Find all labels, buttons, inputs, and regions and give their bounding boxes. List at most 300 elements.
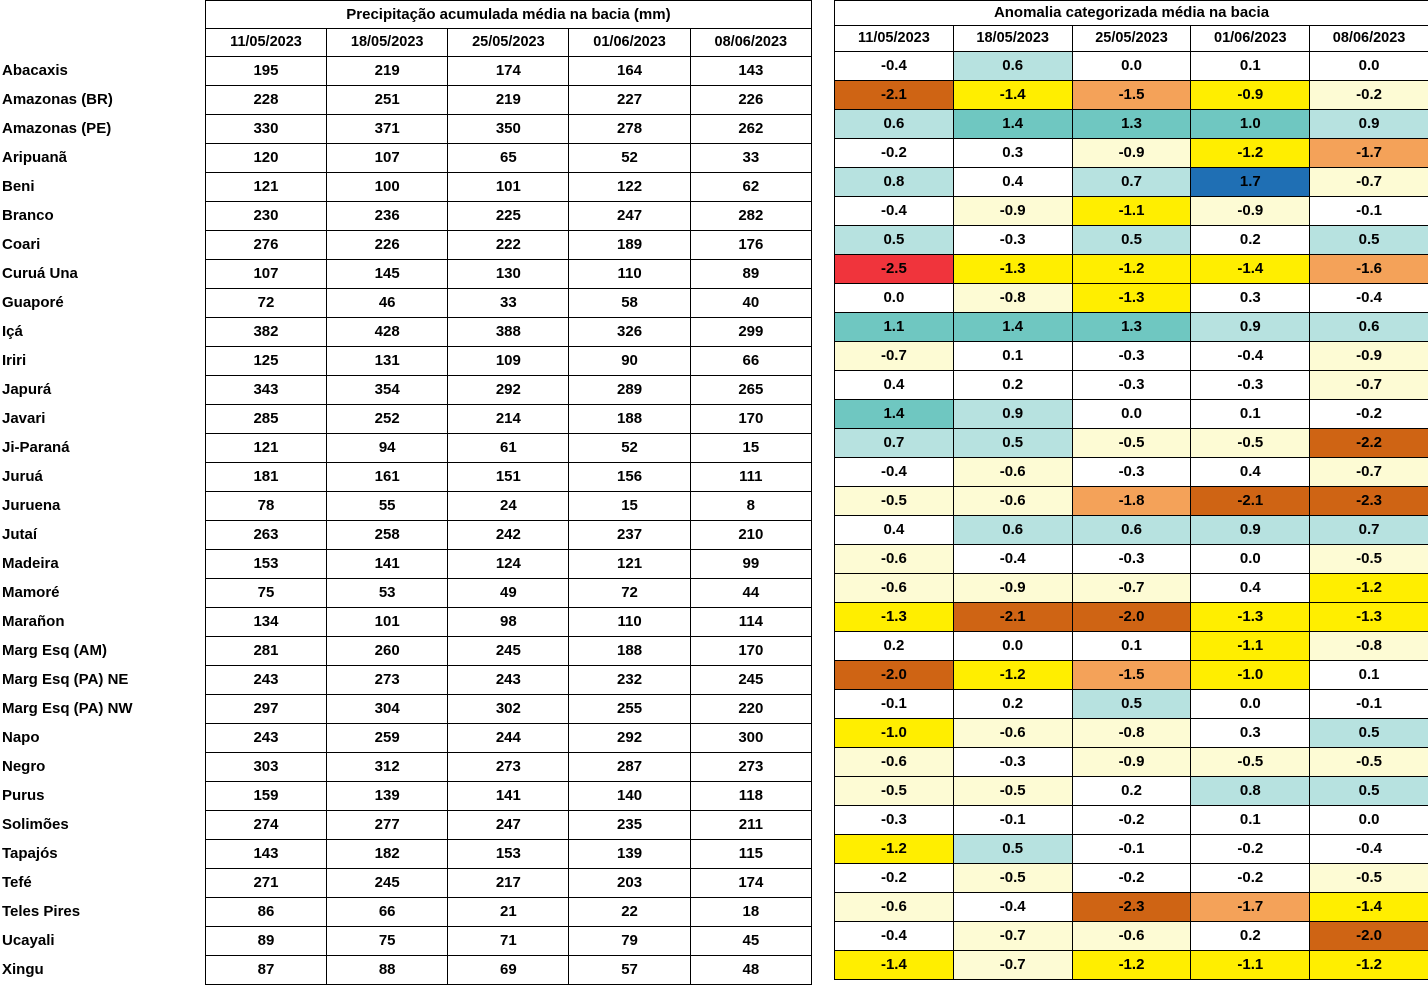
anomaly-value: -0.7: [1310, 168, 1428, 197]
basin-name: Purus: [0, 782, 205, 811]
precipitation-value: 210: [690, 521, 811, 550]
table-row: [0, 898, 812, 927]
table-row: [835, 864, 1428, 893]
anomaly-table-body: [835, 52, 1428, 980]
precipitation-value: 226: [327, 231, 448, 260]
precipitation-value: 18: [690, 898, 811, 927]
precipitation-value: 251: [327, 86, 448, 115]
table-row: [835, 574, 1428, 603]
table-row: [0, 637, 812, 666]
anomaly-value: -0.6: [835, 893, 954, 922]
anomaly-value: -0.9: [953, 574, 1072, 603]
precipitation-value: 122: [569, 173, 690, 202]
anomaly-value: -0.3: [835, 806, 954, 835]
precipitation-table-head: [0, 1, 812, 57]
basin-name: Amazonas (BR): [0, 86, 205, 115]
anomaly-value: -0.2: [1310, 400, 1428, 429]
table-row: [835, 52, 1428, 81]
anomaly-value: -0.6: [953, 458, 1072, 487]
anomaly-value: -1.5: [1072, 81, 1191, 110]
basin-name: Abacaxis: [0, 57, 205, 86]
anomaly-value: -0.4: [1191, 342, 1310, 371]
table-row: [835, 110, 1428, 139]
precipitation-value: 371: [327, 115, 448, 144]
precipitation-value: 15: [569, 492, 690, 521]
precipitation-value: 252: [327, 405, 448, 434]
basin-name: Tapajós: [0, 840, 205, 869]
precipitation-value: 289: [569, 376, 690, 405]
table-row: [835, 806, 1428, 835]
table-row: [0, 347, 812, 376]
anomaly-value: -0.7: [953, 922, 1072, 951]
precipitation-value: 181: [205, 463, 326, 492]
precipitation-value: 101: [448, 173, 569, 202]
precipitation-value: 22: [569, 898, 690, 927]
basin-name: Branco: [0, 202, 205, 231]
precipitation-value: 225: [448, 202, 569, 231]
precipitation-value: 40: [690, 289, 811, 318]
precipitation-value: 52: [569, 144, 690, 173]
precipitation-value: 139: [327, 782, 448, 811]
basin-name: Iriri: [0, 347, 205, 376]
precipitation-value: 188: [569, 637, 690, 666]
precipitation-col-header: 25/05/2023: [448, 29, 569, 57]
anomaly-value: -0.2: [1191, 864, 1310, 893]
anomaly-value: -2.0: [835, 661, 954, 690]
precipitation-value: 89: [690, 260, 811, 289]
anomaly-value: 0.2: [1072, 777, 1191, 806]
anomaly-value: -0.2: [1310, 81, 1428, 110]
precipitation-value: 292: [448, 376, 569, 405]
anomaly-value: -0.4: [835, 197, 954, 226]
precipitation-value: 214: [448, 405, 569, 434]
anomaly-value: -0.6: [953, 487, 1072, 516]
anomaly-value: -0.9: [1310, 342, 1428, 371]
anomaly-value: -0.5: [1191, 748, 1310, 777]
anomaly-value: 0.6: [1310, 313, 1428, 342]
anomaly-value: 0.9: [1191, 313, 1310, 342]
anomaly-value: -0.5: [1072, 429, 1191, 458]
precipitation-value: 151: [448, 463, 569, 492]
anomaly-value: 0.0: [1191, 545, 1310, 574]
precipitation-value: 258: [327, 521, 448, 550]
anomaly-value: -0.3: [1191, 371, 1310, 400]
anomaly-value: 0.6: [953, 516, 1072, 545]
precipitation-value: 58: [569, 289, 690, 318]
table-row: [835, 81, 1428, 110]
anomaly-value: -1.2: [1072, 255, 1191, 284]
precipitation-value: 330: [205, 115, 326, 144]
basin-name: Ucayali: [0, 927, 205, 956]
basin-name: Napo: [0, 724, 205, 753]
anomaly-value: -2.1: [1191, 487, 1310, 516]
precipitation-value: 227: [569, 86, 690, 115]
precipitation-value: 174: [448, 57, 569, 86]
anomaly-value: 0.9: [1191, 516, 1310, 545]
precipitation-value: 247: [448, 811, 569, 840]
precipitation-value: 242: [448, 521, 569, 550]
precipitation-value: 297: [205, 695, 326, 724]
anomaly-value: 0.0: [1072, 400, 1191, 429]
precipitation-value: 75: [205, 579, 326, 608]
precipitation-value: 312: [327, 753, 448, 782]
precipitation-value: 101: [327, 608, 448, 637]
anomaly-value: -1.2: [1072, 951, 1191, 980]
precipitation-value: 244: [448, 724, 569, 753]
anomaly-value: -0.3: [953, 226, 1072, 255]
precipitation-value: 111: [690, 463, 811, 492]
anomaly-title-row: [835, 1, 1428, 26]
anomaly-col-header: 18/05/2023: [953, 26, 1072, 52]
anomaly-value: -1.6: [1310, 255, 1428, 284]
precipitation-value: 281: [205, 637, 326, 666]
anomaly-value: -0.6: [1072, 922, 1191, 951]
basin-name: Marg Esq (PA) NE: [0, 666, 205, 695]
precipitation-value: 145: [327, 260, 448, 289]
anomaly-title: Anomalia categorizada média na bacia: [835, 1, 1428, 26]
table-row: [0, 956, 812, 985]
basin-name: Teles Pires: [0, 898, 205, 927]
anomaly-value: -1.3: [1191, 603, 1310, 632]
anomaly-value: 0.1: [1191, 806, 1310, 835]
anomaly-value: -0.9: [1191, 197, 1310, 226]
table-row: [835, 719, 1428, 748]
precipitation-value: 232: [569, 666, 690, 695]
anomaly-value: 0.6: [1072, 516, 1191, 545]
anomaly-value: -0.4: [953, 893, 1072, 922]
precipitation-value: 156: [569, 463, 690, 492]
anomaly-value: -1.1: [1191, 632, 1310, 661]
anomaly-value: -1.3: [1310, 603, 1428, 632]
precipitation-value: 245: [448, 637, 569, 666]
precipitation-value: 222: [448, 231, 569, 260]
anomaly-value: -0.1: [835, 690, 954, 719]
anomaly-value: -0.3: [1072, 458, 1191, 487]
precipitation-value: 350: [448, 115, 569, 144]
anomaly-value: 0.0: [1310, 806, 1428, 835]
table-row: [0, 550, 812, 579]
precipitation-value: 134: [205, 608, 326, 637]
anomaly-value: 0.3: [1191, 719, 1310, 748]
anomaly-value: -1.1: [1072, 197, 1191, 226]
table-row: [835, 284, 1428, 313]
precipitation-value: 57: [569, 956, 690, 985]
anomaly-value: -0.9: [953, 197, 1072, 226]
anomaly-value: -0.5: [835, 777, 954, 806]
anomaly-value: -0.6: [835, 574, 954, 603]
anomaly-header-row: [835, 26, 1428, 52]
basin-name: Negro: [0, 753, 205, 782]
table-row: [835, 748, 1428, 777]
anomaly-value: -0.2: [1072, 806, 1191, 835]
precipitation-value: 78: [205, 492, 326, 521]
precipitation-value: 161: [327, 463, 448, 492]
table-row: [0, 289, 812, 318]
table-row: [0, 86, 812, 115]
anomaly-value: 1.4: [835, 400, 954, 429]
precipitation-col-header: 08/06/2023: [690, 29, 811, 57]
anomaly-value: -1.5: [1072, 661, 1191, 690]
basin-name: Ji-Paraná: [0, 434, 205, 463]
precipitation-col-header: 01/06/2023: [569, 29, 690, 57]
precipitation-value: 110: [569, 260, 690, 289]
table-row: [835, 458, 1428, 487]
anomaly-value: 0.0: [953, 632, 1072, 661]
table-row: [0, 753, 812, 782]
table-row: [0, 144, 812, 173]
table-row: [835, 429, 1428, 458]
anomaly-value: 1.4: [953, 313, 1072, 342]
anomaly-value: -1.2: [1310, 951, 1428, 980]
precipitation-value: 237: [569, 521, 690, 550]
precipitation-corner-cell: [0, 1, 205, 29]
table-row: [0, 782, 812, 811]
table-row: [835, 342, 1428, 371]
precipitation-value: 55: [327, 492, 448, 521]
anomaly-value: -0.7: [835, 342, 954, 371]
precipitation-value: 33: [690, 144, 811, 173]
precipitation-value: 48: [690, 956, 811, 985]
anomaly-value: -0.3: [953, 748, 1072, 777]
anomaly-value: -1.2: [1310, 574, 1428, 603]
anomaly-value: 0.7: [1072, 168, 1191, 197]
anomaly-value: 0.5: [1072, 226, 1191, 255]
anomaly-col-header: 11/05/2023: [835, 26, 954, 52]
anomaly-value: -0.5: [1310, 864, 1428, 893]
precipitation-value: 292: [569, 724, 690, 753]
anomaly-value: 1.7: [1191, 168, 1310, 197]
precipitation-value: 66: [690, 347, 811, 376]
anomaly-value: -1.4: [1310, 893, 1428, 922]
basin-name: Tefé: [0, 869, 205, 898]
precipitation-value: 24: [448, 492, 569, 521]
anomaly-value: 0.1: [1191, 52, 1310, 81]
precipitation-value: 139: [569, 840, 690, 869]
basin-name: Marañon: [0, 608, 205, 637]
precipitation-value: 75: [327, 927, 448, 956]
precipitation-header-row: [0, 29, 812, 57]
anomaly-value: -1.2: [835, 835, 954, 864]
precipitation-value: 388: [448, 318, 569, 347]
anomaly-value: -1.7: [1191, 893, 1310, 922]
precipitation-value: 141: [448, 782, 569, 811]
table-row: [835, 197, 1428, 226]
precipitation-value: 89: [205, 927, 326, 956]
precipitation-value: 66: [327, 898, 448, 927]
precipitation-value: 79: [569, 927, 690, 956]
basin-name: Coari: [0, 231, 205, 260]
anomaly-value: 0.1: [1072, 632, 1191, 661]
table-row: [835, 255, 1428, 284]
precipitation-value: 49: [448, 579, 569, 608]
precipitation-value: 220: [690, 695, 811, 724]
anomaly-value: 0.5: [1310, 719, 1428, 748]
precipitation-value: 260: [327, 637, 448, 666]
table-row: [0, 463, 812, 492]
precipitation-value: 44: [690, 579, 811, 608]
precipitation-value: 188: [569, 405, 690, 434]
precipitation-value: 110: [569, 608, 690, 637]
precipitation-value: 245: [327, 869, 448, 898]
precipitation-value: 21: [448, 898, 569, 927]
precipitation-value: 189: [569, 231, 690, 260]
precipitation-value: 99: [690, 550, 811, 579]
table-row: [0, 434, 812, 463]
anomaly-value: -2.5: [835, 255, 954, 284]
table-row: [835, 835, 1428, 864]
basin-name: Curuá Una: [0, 260, 205, 289]
table-row: [0, 115, 812, 144]
precipitation-value: 282: [690, 202, 811, 231]
precipitation-value: 72: [205, 289, 326, 318]
anomaly-value: -1.3: [953, 255, 1072, 284]
precipitation-value: 118: [690, 782, 811, 811]
table-row: [0, 666, 812, 695]
anomaly-value: -0.2: [835, 139, 954, 168]
table-row: [0, 376, 812, 405]
anomaly-table-head: [835, 1, 1428, 52]
table-row: [0, 405, 812, 434]
precipitation-value: 61: [448, 434, 569, 463]
anomaly-value: 1.3: [1072, 110, 1191, 139]
precipitation-value: 382: [205, 318, 326, 347]
anomaly-value: 0.5: [1310, 226, 1428, 255]
anomaly-value: 0.1: [953, 342, 1072, 371]
precipitation-value: 53: [327, 579, 448, 608]
anomaly-value: -1.4: [953, 81, 1072, 110]
precipitation-value: 100: [327, 173, 448, 202]
anomaly-value: 0.2: [1191, 922, 1310, 951]
anomaly-value: -1.0: [835, 719, 954, 748]
precipitation-value: 121: [205, 434, 326, 463]
table-row: [0, 724, 812, 753]
anomaly-value: -1.3: [835, 603, 954, 632]
precipitation-value: 354: [327, 376, 448, 405]
table-row: [0, 579, 812, 608]
anomaly-value: -0.2: [1191, 835, 1310, 864]
precipitation-value: 271: [205, 869, 326, 898]
table-row: [835, 893, 1428, 922]
anomaly-value: 0.9: [953, 400, 1072, 429]
precipitation-value: 277: [327, 811, 448, 840]
anomaly-value: -2.3: [1310, 487, 1428, 516]
table-row: [835, 168, 1428, 197]
anomaly-value: -0.3: [1072, 371, 1191, 400]
precipitation-value: 115: [690, 840, 811, 869]
anomaly-value: -0.7: [1072, 574, 1191, 603]
basin-name: Marg Esq (PA) NW: [0, 695, 205, 724]
table-row: [835, 487, 1428, 516]
basin-name: Jutaí: [0, 521, 205, 550]
anomaly-value: 0.5: [835, 226, 954, 255]
anomaly-value: -0.5: [835, 487, 954, 516]
table-row: [835, 545, 1428, 574]
precipitation-value: 87: [205, 956, 326, 985]
anomaly-value: -1.1: [1191, 951, 1310, 980]
anomaly-value: 0.5: [1072, 690, 1191, 719]
basin-name: Javari: [0, 405, 205, 434]
anomaly-panel: [834, 0, 1428, 980]
anomaly-value: 0.8: [1191, 777, 1310, 806]
anomaly-value: -1.3: [1072, 284, 1191, 313]
precipitation-value: 107: [327, 144, 448, 173]
anomaly-value: -0.6: [835, 748, 954, 777]
precipitation-value: 219: [448, 86, 569, 115]
basin-name: Guaporé: [0, 289, 205, 318]
precipitation-value: 304: [327, 695, 448, 724]
precipitation-value: 143: [205, 840, 326, 869]
anomaly-value: -1.0: [1191, 661, 1310, 690]
precipitation-value: 300: [690, 724, 811, 753]
anomaly-value: -2.0: [1072, 603, 1191, 632]
anomaly-value: -0.1: [1072, 835, 1191, 864]
anomaly-value: -0.9: [1191, 81, 1310, 110]
anomaly-table: [834, 0, 1428, 980]
precipitation-value: 274: [205, 811, 326, 840]
anomaly-value: 0.3: [953, 139, 1072, 168]
basin-name: Amazonas (PE): [0, 115, 205, 144]
anomaly-value: 0.0: [1072, 52, 1191, 81]
basin-name: Juruena: [0, 492, 205, 521]
anomaly-value: -1.7: [1310, 139, 1428, 168]
anomaly-col-header: 25/05/2023: [1072, 26, 1191, 52]
panel-gap: [812, 0, 834, 1]
anomaly-value: -0.4: [1310, 835, 1428, 864]
precipitation-value: 98: [448, 608, 569, 637]
anomaly-value: 0.0: [1191, 690, 1310, 719]
anomaly-value: -1.4: [1191, 255, 1310, 284]
precipitation-value: 174: [690, 869, 811, 898]
anomaly-value: -0.7: [953, 951, 1072, 980]
anomaly-value: -0.5: [1191, 429, 1310, 458]
anomaly-value: -0.3: [1072, 545, 1191, 574]
precipitation-value: 285: [205, 405, 326, 434]
precipitation-corner-cell-2: [0, 29, 205, 57]
anomaly-value: -0.4: [835, 458, 954, 487]
precipitation-table-body: [0, 57, 812, 985]
basin-name: Solimões: [0, 811, 205, 840]
anomaly-value: 0.0: [1310, 52, 1428, 81]
precipitation-value: 326: [569, 318, 690, 347]
anomaly-value: -1.2: [953, 661, 1072, 690]
precipitation-col-header: 11/05/2023: [205, 29, 326, 57]
table-row: [0, 869, 812, 898]
basin-name: Mamoré: [0, 579, 205, 608]
anomaly-value: -2.0: [1310, 922, 1428, 951]
precipitation-value: 235: [569, 811, 690, 840]
anomaly-value: 1.1: [835, 313, 954, 342]
anomaly-value: 0.4: [835, 516, 954, 545]
anomaly-value: -0.8: [1310, 632, 1428, 661]
anomaly-value: -0.4: [1310, 284, 1428, 313]
table-row: [835, 777, 1428, 806]
basin-name: Juruá: [0, 463, 205, 492]
precipitation-col-header: 18/05/2023: [327, 29, 448, 57]
anomaly-value: 0.8: [835, 168, 954, 197]
precipitation-value: 245: [690, 666, 811, 695]
anomaly-value: -0.2: [835, 864, 954, 893]
precipitation-value: 263: [205, 521, 326, 550]
basin-name: Aripuanã: [0, 144, 205, 173]
table-row: [835, 632, 1428, 661]
precipitation-value: 247: [569, 202, 690, 231]
anomaly-value: -0.2: [1072, 864, 1191, 893]
anomaly-value: -0.1: [1310, 197, 1428, 226]
anomaly-value: 0.7: [1310, 516, 1428, 545]
precipitation-value: 46: [327, 289, 448, 318]
precipitation-value: 88: [327, 956, 448, 985]
table-row: [835, 690, 1428, 719]
